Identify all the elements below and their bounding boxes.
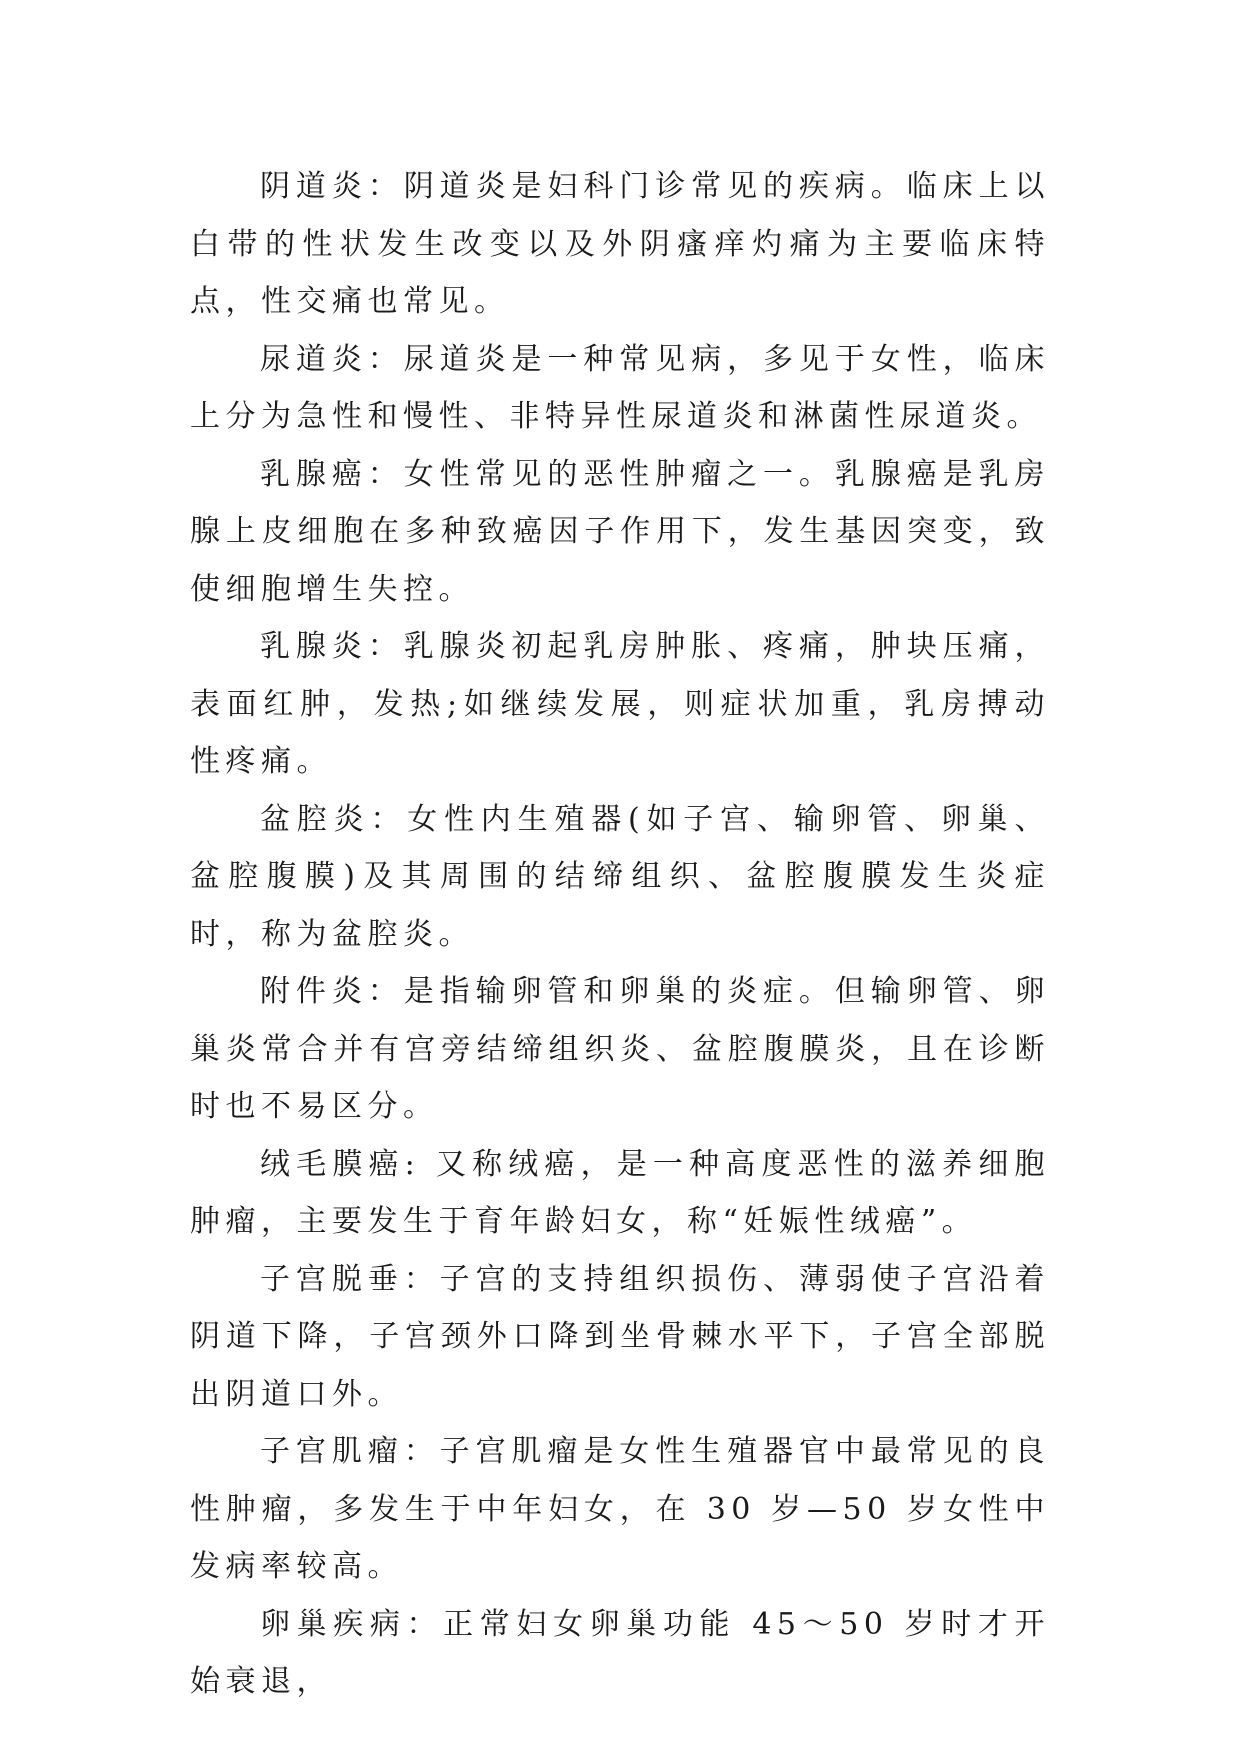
paragraph-choriocarcinoma: 绒毛膜癌: 又称绒癌，是一种高度恶性的滋养细胞肿瘤，主要发生于育年龄妇女，称“妊娠性绒癌”。 [190,1146,1050,1239]
paragraph-uterine-fibroids: 子宫肌瘤：子宫肌瘤是女性生殖器官中最常见的良性肿瘤，多发生于中年妇女，在 30 岁—50 岁女性中发病率较高。 [190,1434,1050,1584]
document-body [190,158,1050,1711]
paragraph-ovarian-disease: 卵巢疾病：正常妇女卵巢功能 45～50 岁时才开始衰退， [190,1606,1050,1699]
paragraph-breast-cancer: 乳腺癌：女性常见的恶性肿瘤之一。乳腺癌是乳房腺上皮细胞在多种致癌因子作用下，发生基因突变，致使细胞增生失控。 [190,456,1050,607]
paragraph-uterine-prolapse: 子宫脱垂：子宫的支持组织损伤、薄弱使子宫沿着阴道下降，子宫颈外口降到坐骨棘水平下，子宫全部脱出阴道口外。 [190,1261,1050,1412]
paragraph-urethritis: 尿道炎：尿道炎是一种常见病，多见于女性，临床上分为急性和慢性、非特异性尿道炎和淋菌性尿道炎。 [190,341,1050,434]
paragraph-vaginitis: 阴道炎：阴道炎是妇科门诊常见的疾病。临床上以白带的性状发生改变以及外阴瘙痒灼痛为主要临床特点，性交痛也常见。 [190,169,1050,319]
paragraph-pelvic-inflammation: 盆腔炎：女性内生殖器(如子宫、输卵管、卵巢、盆腔腹膜)及其周围的结缔组织、盆腔腹膜发生炎症时，称为盆腔炎。 [190,801,1050,952]
paragraph-mastitis: 乳腺炎：乳腺炎初起乳房肿胀、疼痛，肿块压痛，表面红肿，发热;如继续发展，则症状加重，乳房搏动性疼痛。 [190,629,1050,779]
paragraph-adnexitis: 附件炎：是指输卵管和卵巢的炎症。但输卵管、卵巢炎常合并有宫旁结缔组织炎、盆腔腹膜炎，且在诊断时也不易区分。 [190,974,1050,1124]
